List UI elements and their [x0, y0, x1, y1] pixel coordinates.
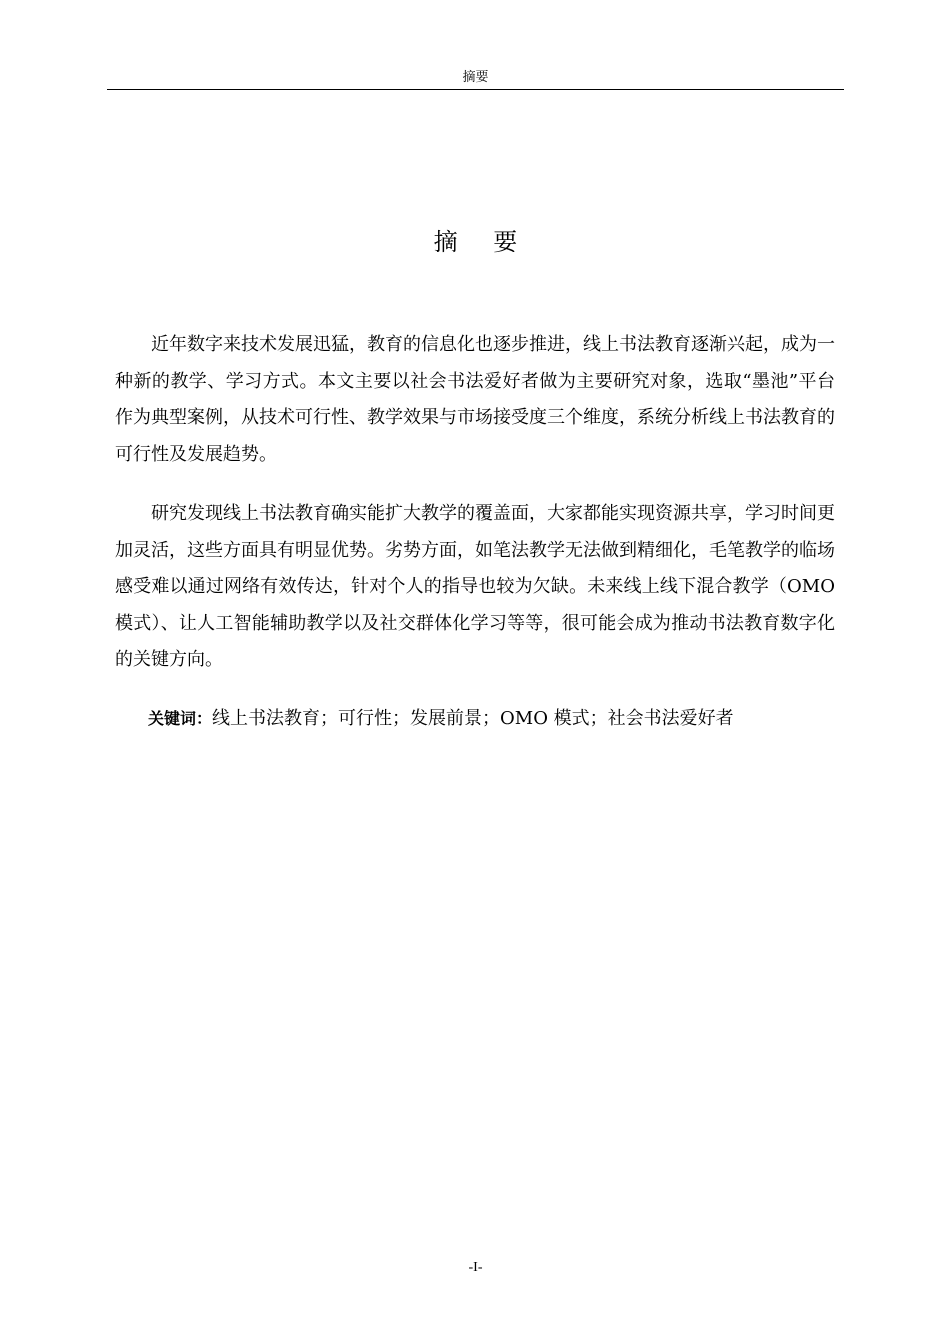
keywords-text: 线上书法教育；可行性；发展前景；OMO 模式；社会书法爱好者: [212, 708, 734, 729]
abstract-paragraph-1: 近年数字来技术发展迅猛，教育的信息化也逐步推进，线上书法教育逐渐兴起，成为一种新的教学、学习方式。本文主要以社会书法爱好者做为主要研究对象，选取“墨池”平台作为典型案例，从技术可行性、教学效果与市场接受度三个维度，系统分析线上书法教育的可行性及发展趋势。: [115, 334, 835, 465]
page-number: -I-: [468, 1260, 483, 1275]
abstract-paragraph-2: 研究发现线上书法教育确实能扩大教学的覆盖面，大家都能实现资源共享，学习时间更加灵活，这些方面具有明显优势。劣势方面，如笔法教学无法做到精细化，毛笔教学的临场感受难以通过网络有效传达，针对个人的指导也较为欠缺。未来线上线下混合教学（OMO模式）、让人工智能辅助教学以及社交群体化学习等等，很可能会成为推动书法教育数字化的关键方向。: [115, 503, 835, 670]
running-header: 摘要: [462, 70, 489, 85]
keywords-label: 关键词：: [148, 709, 213, 728]
header-rule: [107, 89, 844, 90]
page-title: 摘 要: [433, 228, 532, 256]
keywords-line: [115, 703, 835, 735]
